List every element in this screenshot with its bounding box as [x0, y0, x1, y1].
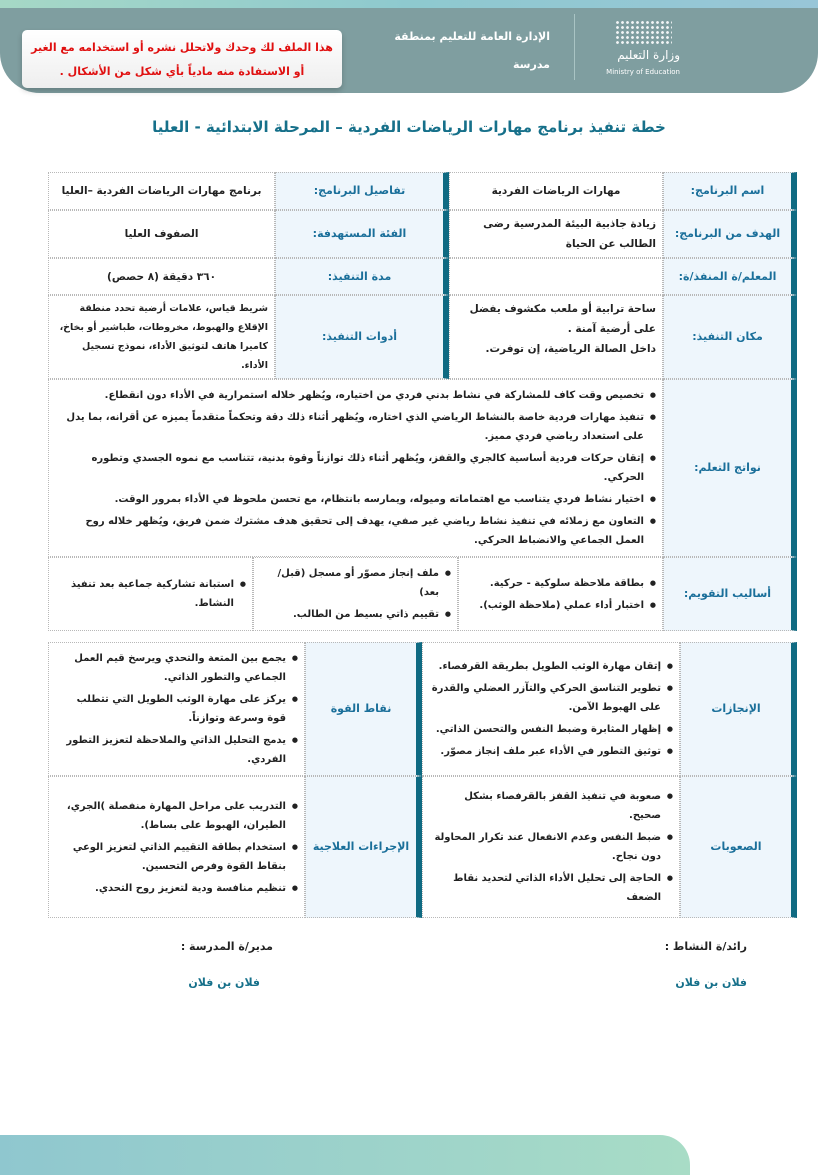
principal-name: فلان بن فلان [188, 976, 260, 989]
strength-item: ● يجمع بين المتعة والتحدي ويرسخ قيم العمل الجماعي والتطور الذاتي. [55, 649, 298, 687]
assessment-col [48, 557, 253, 631]
details-label: تفاصيل البرنامج: [275, 172, 449, 210]
remedial-item: ● استخدام بطاقة التقييم الذاتي لتعزيز الوعي بنقاط القوة وفرص التحسين. [55, 838, 298, 876]
outcome-item: ● تخصيص وقت كاف للمشاركة في نشاط بدني فردي من اختياره، ويُظهر خلاله استمرارية في الأداء دون انقطاع. [55, 386, 656, 405]
teacher-label: المعلم/ة المنفذ/ة: [663, 258, 797, 295]
difficulty-item: ● ضبط النفس وعدم الانفعال عند تكرار المحاولة دون نجاح. [429, 828, 673, 866]
assessment-item: ● تقييم ذاتي بسيط من الطالب. [260, 605, 451, 624]
place-label: مكان التنفيذ: [663, 295, 797, 379]
assessment-item: ● ملف إنجاز مصوّر أو مسجل (قبل/بعد) [260, 564, 451, 602]
achievements-label: الإنجازات [680, 642, 797, 776]
achievement-item: ● إتقان مهارة الوثب الطويل بطريقة القرفصاء. [429, 657, 673, 676]
outcomes [48, 379, 663, 557]
achievements [422, 642, 680, 776]
notice-line: أو الاستفادة منه مادياً بأي شكل من الأشكال . [59, 65, 305, 78]
principal-label: مدير/ة المدرسة : [180, 940, 273, 953]
goal-label: الهدف من البرنامج: [663, 210, 797, 258]
program-name: مهارات الرياضات الفردية [449, 172, 663, 210]
signatures [48, 940, 797, 1010]
difficulty-item: ● صعوبة في تنفيذ القفز بالقرفصاء بشكل صحيح. [429, 787, 673, 825]
difficulties [422, 776, 680, 918]
assessment-item: ● بطاقة ملاحظة سلوكية - حركية. [465, 574, 656, 593]
details: برنامج مهارات الرياضات الفردية –العليا [48, 172, 275, 210]
outcome-item: ● تنفيذ مهارات فردية خاصة بالنشاط الرياضي الذي اختاره، ويُظهر أثناء ذلك دقة وتحكماً متقدماً يميزه عن أقرانه، بما يدل على استعداد رياضي فردي مميز. [55, 408, 656, 446]
assessment-col [253, 557, 458, 631]
program-name-label: اسم البرنامج: [663, 172, 797, 210]
outcomes-label: نواتج التعلم: [663, 379, 797, 557]
achievement-item: ● توثيق التطور في الأداء عبر ملف إنجاز مصوّر. [429, 742, 673, 761]
achievement-item: ● تطوير التناسق الحركي والتآزر العضلي والقدرة على الهبوط الآمن. [429, 679, 673, 717]
teacher [449, 258, 663, 295]
difficulties-label: الصعوبات [680, 776, 797, 918]
program-info-table [48, 172, 797, 631]
school: مدرسة [513, 58, 550, 71]
strengths-label: نقاط القوة [305, 642, 422, 776]
outcome-item: ● إتقان حركات فردية أساسية كالجري والقفز، ويُظهر أثناء ذلك توازناً وقوة بدنية، تتناسب مع نموه الجسدي وتطوره الحركي. [55, 449, 656, 487]
leader-label: رائد/ة النشاط : [664, 940, 747, 953]
assessment-label: أساليب التقويم: [663, 557, 797, 631]
remedial-label: الإجراءات العلاجية [305, 776, 422, 918]
assessment-item: ● استبانة تشاركية جماعية بعد تنفيذ النشاط. [55, 575, 246, 613]
duration: ٣٦٠ دقيقة (٨ حصص) [48, 258, 275, 295]
divider [574, 14, 575, 80]
goal: زيادة جاذبية البيئة المدرسية رضى الطالب عن الحياة [449, 210, 663, 258]
tools-label: أدوات التنفيذ: [275, 295, 449, 379]
notice-line: هذا الملف لك وحدك ولاتحلل نشره أو استخدامه مع الغير [31, 41, 333, 54]
content [48, 172, 797, 1010]
target: الصفوف العليا [48, 210, 275, 258]
achievement-item: ● إظهار المثابرة وضبط النفس والتحسن الذاتي. [429, 720, 673, 739]
outcome-item: ● التعاون مع زملائه في تنفيذ نشاط رياضي غير صفي، يهدف إلى تحقيق هدف مشترك ضمن فريق، ويُظهر خلاله روح العمل الجماعي والانضباط الحركي. [55, 512, 656, 550]
duration-label: مدة التنفيذ: [275, 258, 449, 295]
bottom-decoration [0, 1135, 690, 1175]
strengths [48, 642, 305, 776]
difficulty-item: ● الحاجة إلى تحليل الأداء الذاتي لتحديد نقاط الضعف [429, 869, 673, 907]
place [449, 295, 663, 379]
target-label: الفئة المستهدفة: [275, 210, 449, 258]
assessment [48, 557, 663, 631]
assessment-item: ● اختبار أداء عملي (ملاحظة الوثب). [465, 596, 656, 615]
remedial-item: ● التدريب على مراحل المهارة منفصلة )الجري، الطيران، الهبوط على بساط). [55, 797, 298, 835]
remedial [48, 776, 305, 918]
ministry-logo-icon [615, 20, 672, 46]
outcome-item: ● اختيار نشاط فردي يتناسب مع اهتماماته وميوله، ويمارسه بانتظام، مع تحسن ملحوظ في الأداء بمرور الوقت. [55, 490, 656, 509]
ministry-name-en: Ministry of Education [606, 68, 680, 76]
tools: شريط قياس، علامات أرضية تحدد منطقة الإقلاع والهبوط، مخروطات، طباشير أو بخاخ، كاميرا هاتف لتوثيق الأداء، نموذج تسجيل الأداء. [48, 295, 275, 379]
copyright-notice [22, 30, 342, 88]
leader-name: فلان بن فلان [675, 976, 747, 989]
assessment-col [458, 557, 663, 631]
strength-item: ● يركز على مهارة الوثب الطويل التي تتطلب قوة وسرعة وتوازناً. [55, 690, 298, 728]
place-line: ساحة ترابية أو ملعب مكشوف يفضل على أرضية آمنة . [469, 303, 656, 335]
remedial-item: ● تنظيم منافسة ودية لتعزيز روح التحدي. [55, 879, 298, 898]
ministry-name: وزارة التعليم [617, 48, 680, 62]
department: الإدارة العامة للتعليم بمنطقة [394, 30, 550, 43]
results-table [48, 642, 797, 918]
place-line: داخل الصالة الرياضية، إن توفرت. [485, 343, 656, 355]
page-title: خطة تنفيذ برنامج مهارات الرياضات الفردية – المرحلة الابتدائية - العليا [152, 118, 666, 136]
strength-item: ● يدمج التحليل الذاتي والملاحظة لتعزيز التطور الفردي. [55, 731, 298, 769]
